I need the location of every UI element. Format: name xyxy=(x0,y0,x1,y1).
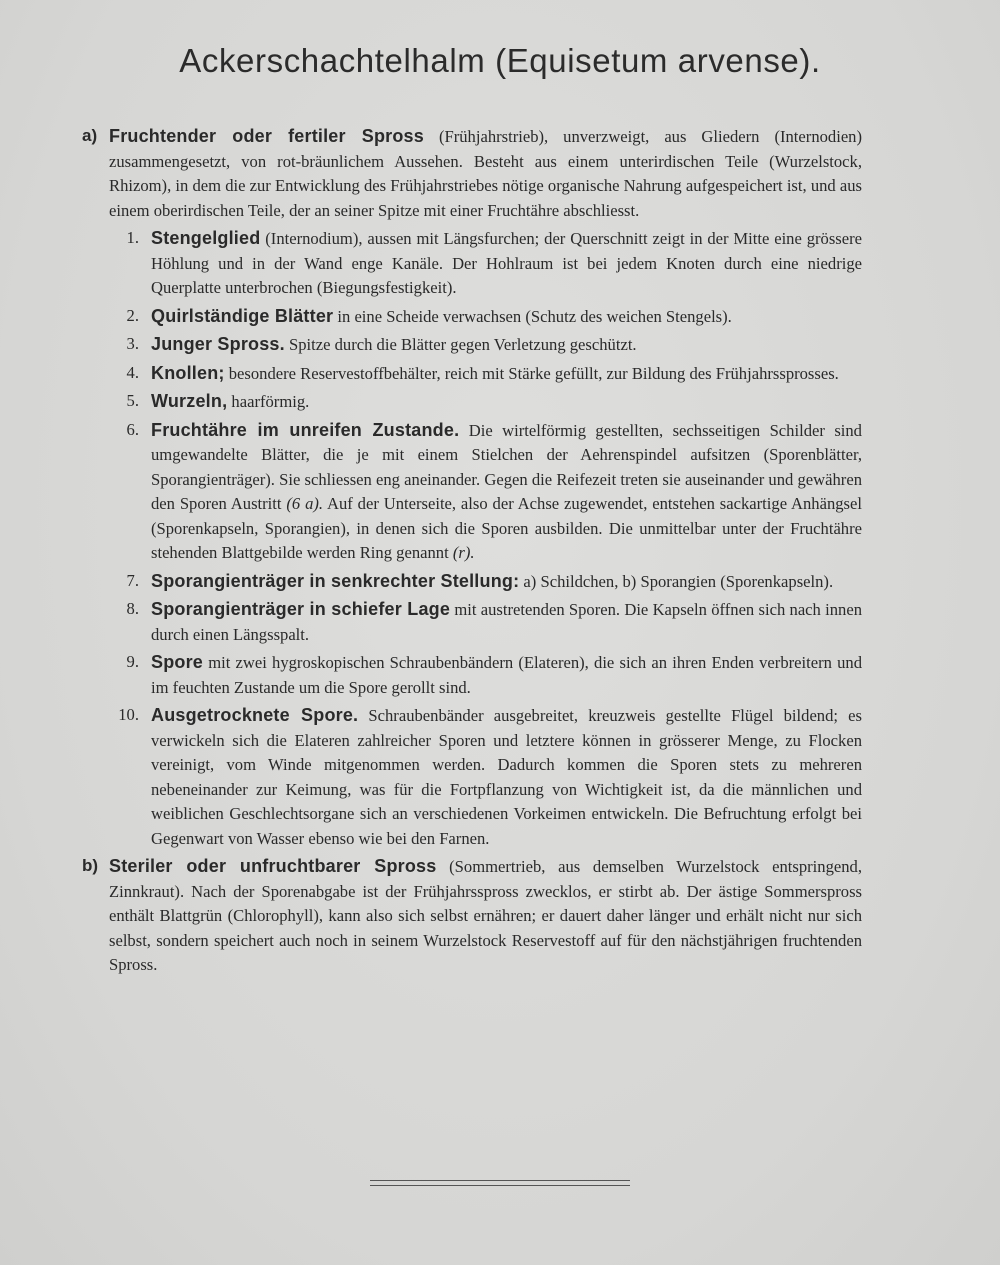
item-text: mit austretenden Sporen. Die Kapseln öffnen sich nach innen durch einen Längsspalt. xyxy=(151,600,862,644)
list-item xyxy=(82,418,862,566)
item-text: mit zwei hygroskopischen Schraubenbändern (Elateren), die sich an ihren Enden verbreitern und im feuchten Zustande um die Spore gerollt sind. xyxy=(151,653,862,697)
list-item xyxy=(82,226,862,301)
page-title: Ackerschachtelhalm (Equisetum arvense). xyxy=(179,42,821,79)
section-a xyxy=(82,124,862,223)
figure-reference: (r). xyxy=(452,543,475,562)
list-item xyxy=(82,361,862,387)
section-b-heading: Steriler oder unfruchtbarer Spross xyxy=(109,856,437,876)
figure-reference: (6 a). xyxy=(286,494,324,513)
item-heading: Sporangienträger in schiefer Lage xyxy=(151,599,451,619)
item-number: 3. xyxy=(126,334,139,353)
closing-divider xyxy=(370,1180,630,1186)
list-item xyxy=(82,597,862,647)
item-number: 4. xyxy=(126,362,139,382)
list-item xyxy=(82,389,862,415)
item-number: 6. xyxy=(126,419,139,439)
item-heading: Ausgetrocknete Spore. xyxy=(151,705,359,725)
list-item xyxy=(82,703,862,851)
item-heading: Fruchtähre im unreifen Zustande. xyxy=(151,419,460,440)
item-text: Die wirtelförmig gestellten, sechsseitigen Schilder sind umgewandelte Blätter, die je mit einem Stielchen der Aehrenspindel aufsitzen (Sporenblätter, Sporangienträger). Sie schliessen eng aneinander. Gegen die Reifezeit treten sie auseinander und gewähren den Sporen Austritt xyxy=(151,420,862,513)
section-b xyxy=(82,854,862,978)
item-number: 8. xyxy=(126,599,139,618)
item-heading: Quirlständige Blätter xyxy=(151,305,334,326)
item-heading: Stengelglied xyxy=(151,228,261,248)
item-heading: Sporangienträger in senkrechter Stellung: xyxy=(151,570,520,591)
list-item xyxy=(82,304,862,330)
item-text: in eine Scheide verwachsen (Schutz des weichen Stengels). xyxy=(333,306,732,326)
section-a-marker: a) xyxy=(82,126,98,145)
list-item xyxy=(82,650,862,700)
document-body xyxy=(82,124,862,978)
section-b-marker: b) xyxy=(82,856,99,875)
item-number: 9. xyxy=(126,652,139,671)
item-number: 1. xyxy=(126,228,139,247)
item-number: 5. xyxy=(126,391,139,410)
item-list xyxy=(82,226,862,851)
list-item xyxy=(82,569,862,595)
item-text: haarförmig. xyxy=(227,392,310,411)
item-heading: Knollen; xyxy=(151,362,225,383)
item-heading: Junger Spross. xyxy=(151,334,285,354)
item-number: 7. xyxy=(126,570,139,590)
section-b-text: (Sommertrieb, aus demselben Wurzelstock entspringend, Zinnkraut). Nach der Sporenabgabe ist der Frühjahrsspross zwecklos, er stirbt ab. Der ästige Sommerspross enthält Blattgrün (Chlorophyll), kann also sich selbst ernähren; er dauert daher länger und erhält nicht nur sich selbst, sondern speichert auch noch in seinem Wurzelstock Reservestoff auf für den nächstjährigen fruchtenden Spross. xyxy=(109,857,862,974)
item-number: 2. xyxy=(126,305,139,325)
section-a-heading: Fruchtender oder fertiler Spross xyxy=(109,126,424,146)
item-text: Spitze durch die Blätter gegen Verletzung geschützt. xyxy=(284,335,637,354)
section-a-text: (Frühjahrstrieb), unverzweigt, aus Gliedern (Internodien) zusammengesetzt, von rot-bräunlichem Aussehen. Besteht aus einem unterirdischen Teile (Wurzelstock, Rhizom), in dem die zur Entwicklung des Frühjahrstriebes nötige organische Nahrung aufgespeichert ist, und aus einem oberirdischen Teile, der an seiner Spitze mit einer Fruchtähre abschliesst. xyxy=(109,127,863,220)
item-text: besondere Reservestoffbehälter, reich mit Stärke gefüllt, zur Bildung des Frühjahrssprosses. xyxy=(224,363,839,383)
list-item xyxy=(82,332,862,358)
item-text: a) Schildchen, b) Sporangien (Sporenkapseln). xyxy=(519,571,834,591)
item-text: (Internodium), aussen mit Längsfurchen; der Querschnitt zeigt in der Mitte eine grössere Höhlung und in der Wand enge Kanäle. Der Hohlraum ist bei jedem Knoten durch eine niedrige Querplatte unterbrochen (Biegungsfestigkeit). xyxy=(151,229,862,297)
item-heading: Spore xyxy=(151,652,204,672)
item-heading: Wurzeln, xyxy=(151,391,228,411)
item-text-continued: Auf der Unterseite, also der Achse zugewendet, entstehen sackartige Anhängsel (Sporenkapseln, Sporangien), in denen sich die Sporen ausbilden. Die unmittelbar unter der Fruchtähre stehenden Blattgebilde werden Ring genannt xyxy=(151,494,862,562)
item-text: Schraubenbänder ausgebreitet, kreuzweis gestellte Flügel bildend; es verwickeln sich die Elateren zahlreicher Sporen und letztere können in grösserer Menge, zu Flocken vereinigt, vom Winde mitgenommen werden. Dadurch kommen die Sporen stets zu mehreren nebeneinander zur Keimung, was für die Fortpflanzung von Wichtigkeit ist, da die männlichen und weiblichen Geschlechtsorgane sich an verschiedenen Vorkeimen entwickeln. Die Befruchtung erfolgt bei Gegenwart von Wasser ebenso wie bei den Farnen. xyxy=(151,706,862,848)
item-number: 10. xyxy=(118,705,139,724)
